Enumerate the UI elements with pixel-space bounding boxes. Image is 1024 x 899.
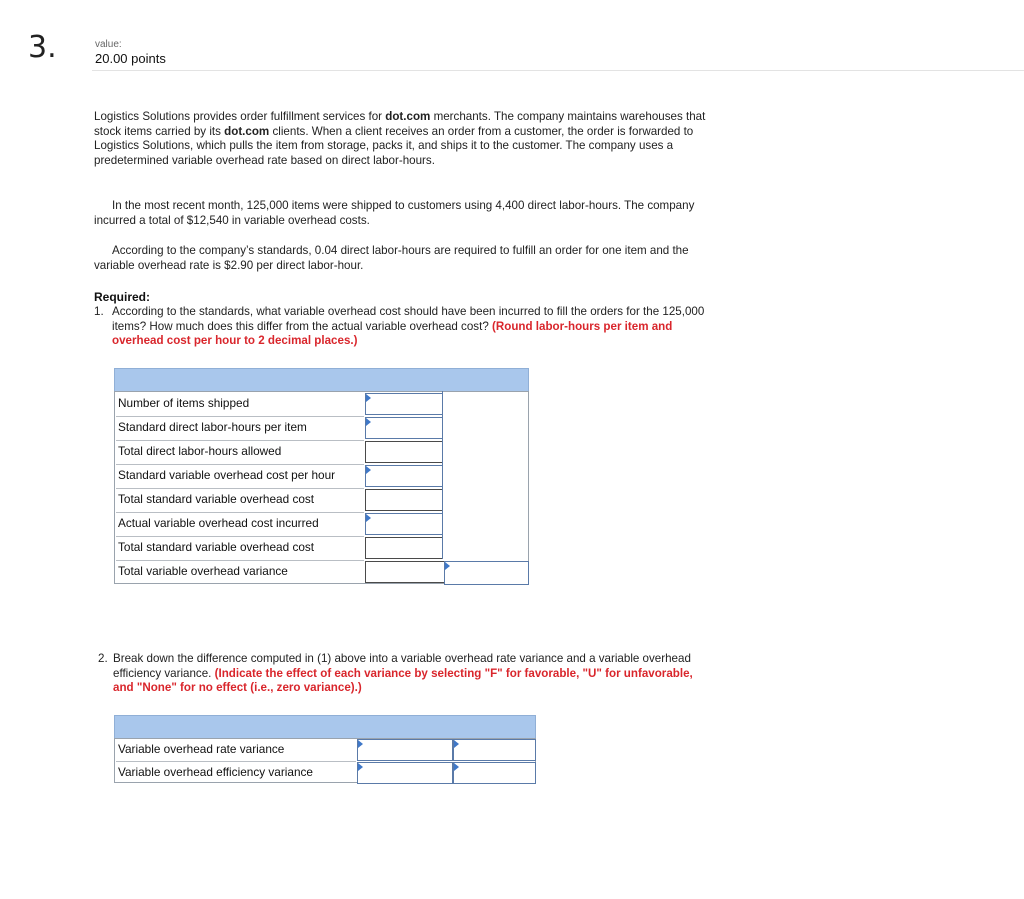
table1-row-label: Number of items shipped [118, 396, 250, 410]
table2-amount-input[interactable] [357, 762, 453, 784]
p1-text-c: merchants. The company maintains warehouses that stock items carried by its [94, 110, 706, 138]
table2-row-label: Variable overhead rate variance [118, 742, 285, 756]
requirement-2-text: Break down the difference computed in (1) above into a variable overhead rate variance and a variable overhead efficiency variance. [113, 652, 691, 680]
question-points: 20.00 points [95, 51, 166, 66]
table1-header [114, 368, 529, 392]
requirement-1-note: (Round labor-hours per item and overhead cost per hour to 2 decimal places.) [112, 319, 673, 348]
table1-row-divider [116, 488, 364, 489]
table1-row-label: Total direct labor-hours allowed [118, 444, 282, 458]
table1-row-label: Standard direct labor-hours per item [118, 420, 307, 434]
table2-effect-select[interactable] [453, 739, 536, 761]
requirement-1-number: 1. [94, 305, 104, 318]
table1-variance-input[interactable] [444, 561, 529, 585]
input-flag-icon [366, 418, 371, 426]
table1-value-input[interactable] [365, 513, 443, 535]
input-flag-icon [358, 763, 363, 771]
table1-row-label: Total variable overhead variance [118, 564, 288, 578]
table1-row-divider [116, 440, 364, 441]
table1-value-field[interactable] [366, 466, 442, 486]
input-flag-icon [454, 763, 459, 771]
table2-amount-input[interactable] [357, 739, 453, 761]
scenario-paragraph-2: In the most recent month, 125,000 items were shipped to customers using 4,400 direct labor-hours. The company incurred a total of $12,540 in variable overhead costs. [94, 199, 695, 227]
scenario-paragraph-3: According to the company’s standards, 0.04 direct labor-hours are required to fulfill an order for one item and the variable overhead rate is $2.90 per direct labor-hour. [94, 244, 689, 272]
table1-value-field[interactable] [366, 394, 442, 414]
table1-row-divider [116, 464, 364, 465]
input-flag-icon [366, 514, 371, 522]
table1-row-divider [116, 560, 364, 561]
question-number: 3. [28, 30, 57, 65]
header-divider [92, 70, 1024, 71]
table1-value-input[interactable] [365, 417, 443, 439]
table1-row-divider [116, 416, 364, 417]
table1-value-input[interactable] [365, 465, 443, 487]
p1-text-d: clients. When a client receives an order from a customer, the order is forwarded to Logistics Solutions, which pulls the item from storage, packs it, and ships it to the customer. The company uses a predetermined variable overhead rate based on direct labor-hours. [94, 124, 694, 167]
requirement-1-text: According to the standards, what variable overhead cost should have been incurred to fill the orders for the 125,000 items? How much does this differ from the actual variable overhead cost? [112, 305, 705, 333]
requirement-1-text-block [112, 305, 706, 349]
requirement-2 [98, 652, 710, 696]
table1-row-label: Total standard variable overhead cost [118, 540, 315, 554]
required-heading: Required: [94, 290, 151, 304]
table2-row-divider [116, 761, 356, 762]
table1-value-field[interactable] [366, 490, 442, 510]
requirement-1 [94, 305, 706, 349]
table1-value-field[interactable] [366, 514, 442, 534]
p1-bold-2: dot.com [224, 124, 270, 138]
table2-amount-input-field[interactable] [358, 740, 452, 760]
table1-value-input[interactable] [365, 561, 445, 583]
input-flag-icon [366, 466, 371, 474]
p1-text-a: Logistics Solutions provides order fulfillment services for [94, 110, 386, 123]
requirement-2-number: 2. [98, 652, 108, 665]
table1-row-label: Total standard variable overhead cost [118, 492, 315, 506]
table1-variance-field[interactable] [445, 562, 528, 584]
table1-column-divider [442, 391, 443, 559]
p1-bold-1: dot.com [385, 110, 431, 123]
table2-header [114, 715, 536, 739]
table2-effect-select-field[interactable] [454, 740, 535, 760]
table1-value-field[interactable] [366, 538, 442, 558]
table2-effect-select-field[interactable] [454, 763, 535, 783]
table1-row-divider [116, 536, 364, 537]
table1-row-divider [116, 512, 364, 513]
table1-row-label: Actual variable overhead cost incurred [118, 516, 319, 530]
table1-value-field[interactable] [366, 418, 442, 438]
table1-value-input[interactable] [365, 489, 443, 511]
table2-effect-select[interactable] [453, 762, 536, 784]
requirement-2-note: (Indicate the effect of each variance by selecting "F" for favorable, "U" for unfavorable, and "None" for no effect (i.e., zero variance).) [113, 666, 693, 695]
input-flag-icon [358, 740, 363, 748]
table2-amount-input-field[interactable] [358, 763, 452, 783]
table1-value-input[interactable] [365, 393, 443, 415]
table1-value-field[interactable] [366, 562, 444, 582]
requirement-2-text-block [113, 652, 710, 696]
value-label: value: [95, 39, 122, 50]
table1-value-field[interactable] [366, 442, 442, 462]
table1-value-input[interactable] [365, 441, 443, 463]
table1-value-input[interactable] [365, 537, 443, 559]
table1-row-label: Standard variable overhead cost per hour [118, 468, 336, 482]
input-flag-icon [454, 740, 459, 748]
input-flag-icon [445, 562, 450, 570]
input-flag-icon [366, 394, 371, 402]
scenario-paragraph-1 [94, 110, 706, 168]
table2-row-label: Variable overhead efficiency variance [118, 765, 313, 779]
